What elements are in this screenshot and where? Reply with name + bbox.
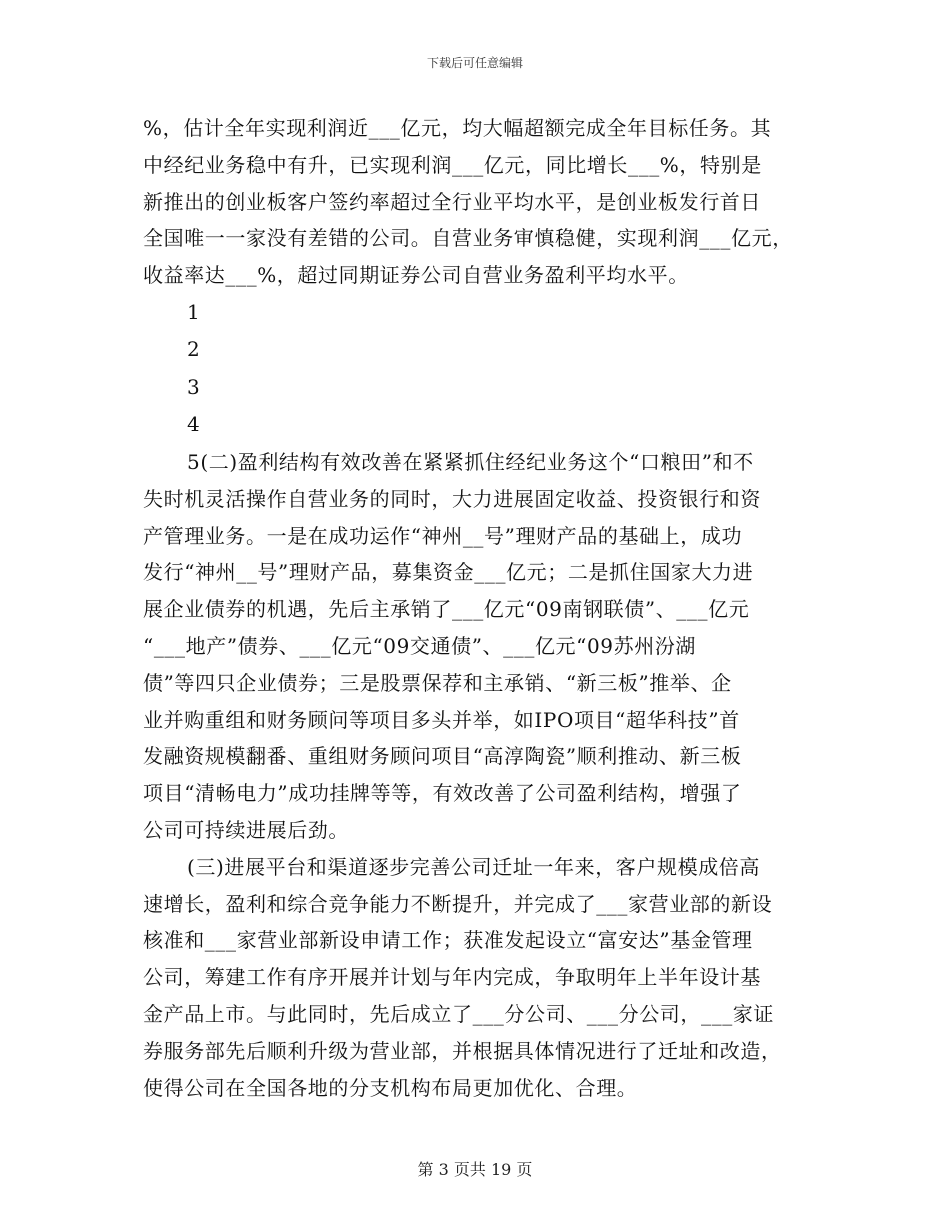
text-line: 新推出的创业板客户签约率超过全行业平均水平，是创业板发行首日 [143, 189, 761, 214]
list-number: 2 [187, 337, 200, 362]
list-number: 1 [187, 299, 200, 324]
text-line: 全国唯一一家没有差错的公司。自营业务审慎稳健，实现利润___亿元， [143, 226, 793, 251]
text-line: 核准和___家营业部新设申请工作；获准发起设立“富安达”基金管理 [143, 928, 753, 953]
text-line: 展企业债券的机遇，先后主承销了___亿元“09南钢联债”、___亿元 [143, 597, 750, 622]
text-line: 发行“神州__号”理财产品，募集资金___亿元；二是抓住国家大力进 [143, 560, 754, 585]
text-line: 金产品上市。与此同时，先后成立了___分公司、___分公司，___家证 [143, 1001, 774, 1026]
text-line: “___地产”债券、___亿元“09交通债”、___亿元“09苏州汾湖 [143, 633, 697, 658]
text-line: 使得公司在全国各地的分支机构布局更加优化、合理。 [143, 1075, 638, 1100]
number-list [143, 294, 803, 444]
text-line: 公司，筹建工作有序开展并计划与年内完成，争取明年上半年设计基 [143, 965, 761, 990]
page-header: 下载后可任意编辑 [426, 56, 523, 70]
paragraph-3 [143, 849, 803, 1107]
text-line: 债”等四只企业债券；三是股票保荐和主承销、“新三板”推举、企 [143, 670, 732, 695]
paragraph-1 [143, 110, 803, 294]
text-line: 项目“清畅电力”成功挂牌等等，有效改善了公司盈利结构，增强了 [143, 781, 742, 806]
list-number: 3 [187, 374, 200, 399]
text-line: 失时机灵活操作自营业务的同时，大力进展固定收益、投资银行和资 [143, 486, 761, 511]
text-line: 发融资规模翻番、重组财务顾问项目“高淳陶瓷”顺利推动、新三板 [143, 744, 742, 769]
text-line: %，估计全年实现利润近___亿元，均大幅超额完成全年目标任务。其 [143, 116, 772, 140]
text-line: 券服务部先后顺利升级为营业部，并根据具体情况进行了迁址和改造， [143, 1038, 782, 1063]
paragraph-2 [143, 444, 803, 849]
text-line: 速增长，盈利和综合竞争能力不断提升，并完成了___家营业部的新设 [143, 891, 773, 916]
text-line: 5(二)盈利结构有效改善在紧紧抓住经纪业务这个“口粮田”和不 [187, 449, 754, 474]
text-line: 业并购重组和财务顾问等项目多头并举，如IPO项目“超华科技”首 [143, 707, 740, 732]
text-line: 收益率达___%，超过同期证券公司自营业务盈利平均水平。 [143, 263, 689, 288]
text-line: 中经纪业务稳中有升，已实现利润___亿元，同比增长___%，特别是 [143, 152, 762, 177]
text-line: 公司可持续进展后劲。 [143, 817, 349, 842]
text-line: 产管理业务。一是在成功运作“神州__号”理财产品的基础上，成功 [143, 523, 743, 548]
document-body [143, 110, 803, 1106]
list-number: 4 [187, 412, 200, 437]
page-footer: 第 3 页共 19 页 [417, 1160, 533, 1179]
text-line: (三)进展平台和渠道逐步完善公司迁址一年来，客户规模成倍高 [187, 854, 761, 879]
